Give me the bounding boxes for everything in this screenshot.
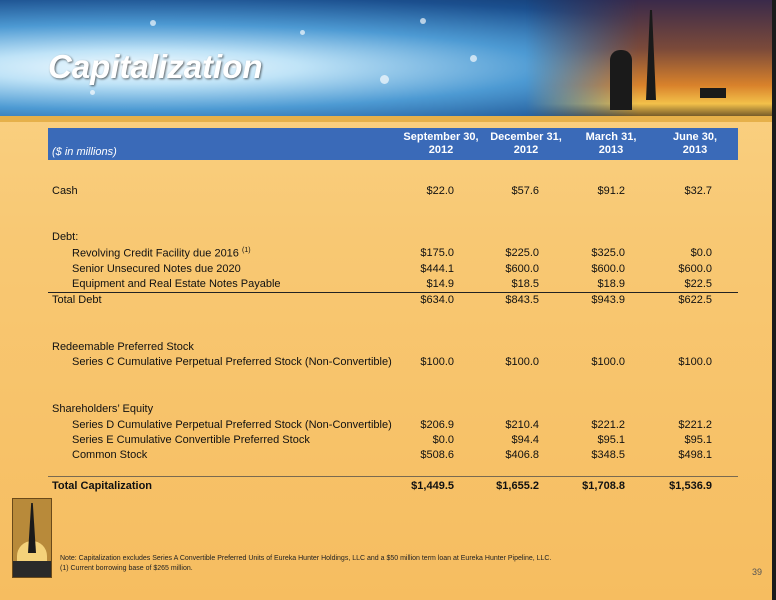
- slide-frame-right: [772, 0, 776, 600]
- col-header-sep-2012: September 30, 2012: [403, 131, 479, 156]
- page-number: 39: [752, 567, 763, 577]
- table-row-total-debt: Total Debt $634.0 $843.5 $943.9 $622.5: [52, 294, 712, 306]
- logo-ground: [13, 561, 51, 577]
- table-row-revolving: Revolving Credit Facility due 2016 $^{(1)}$ $175.0 $225.0 $325.0 $0.0: [72, 247, 712, 260]
- footnote-borrowing-base: (1) Current borrowing base of $265 million.: [60, 565, 193, 572]
- footnotes: [60, 554, 551, 574]
- page-title: Capitalization: [48, 48, 263, 85]
- table-row-common-stock: Common Stock $508.6 $406.8 $348.5 $498.1: [72, 449, 712, 461]
- total-cap-rule: [48, 476, 738, 477]
- table-row-equity-header: Shareholders’ Equity: [52, 403, 154, 415]
- table-row-debt-header: Debt:: [52, 231, 79, 243]
- units-label: ($ in millions): [52, 146, 117, 158]
- logo-derrick-icon: [28, 503, 36, 553]
- header-divider: [0, 116, 776, 122]
- col-header-jun-2013: June 30, 2013: [672, 131, 718, 156]
- pumpjack-icon: [700, 88, 726, 98]
- table-row-redeemable-header: Redeemable Preferred Stock: [52, 341, 194, 353]
- table-row-series-c: Series C Cumulative Perpetual Preferred Stock (Non-Convertible) $100.0 $100.0 $100.0 $100.0: [72, 356, 712, 368]
- table-header: [48, 128, 738, 160]
- table-row-senior-notes: Senior Unsecured Notes due 2020 $444.1 $600.0 $600.0 $600.0: [72, 263, 712, 275]
- table-row-cash: Cash $22.0 $57.6 $91.2 $32.7: [52, 185, 712, 197]
- table-row-total-capitalization: Total Capitalization $1,449.5 $1,655.2 $1,708.8 $1,536.9: [52, 480, 712, 492]
- col-header-mar-2013: March 31, 2013: [585, 131, 637, 156]
- table-row-series-d: Series D Cumulative Perpetual Preferred Stock (Non-Convertible) $206.9 $210.4 $221.2 $221.2: [72, 419, 712, 431]
- col-header-dec-2012: December 31, 2012: [490, 131, 562, 156]
- worker-silhouette-icon: [610, 50, 632, 110]
- company-logo: [12, 498, 52, 578]
- footnote-capitalization: Note: Capitalization excludes Series A Convertible Preferred Units of Eureka Hunter Holdings, LLC and a $50 million term loan at Eureka Hunter Pipeline, LLC.: [60, 555, 552, 562]
- table-row-series-e: Series E Cumulative Convertible Preferred Stock $0.0 $94.4 $95.1 $95.1: [72, 434, 712, 446]
- table-row-equipment: Equipment and Real Estate Notes Payable $14.9 $18.5 $18.9 $22.5: [72, 278, 712, 290]
